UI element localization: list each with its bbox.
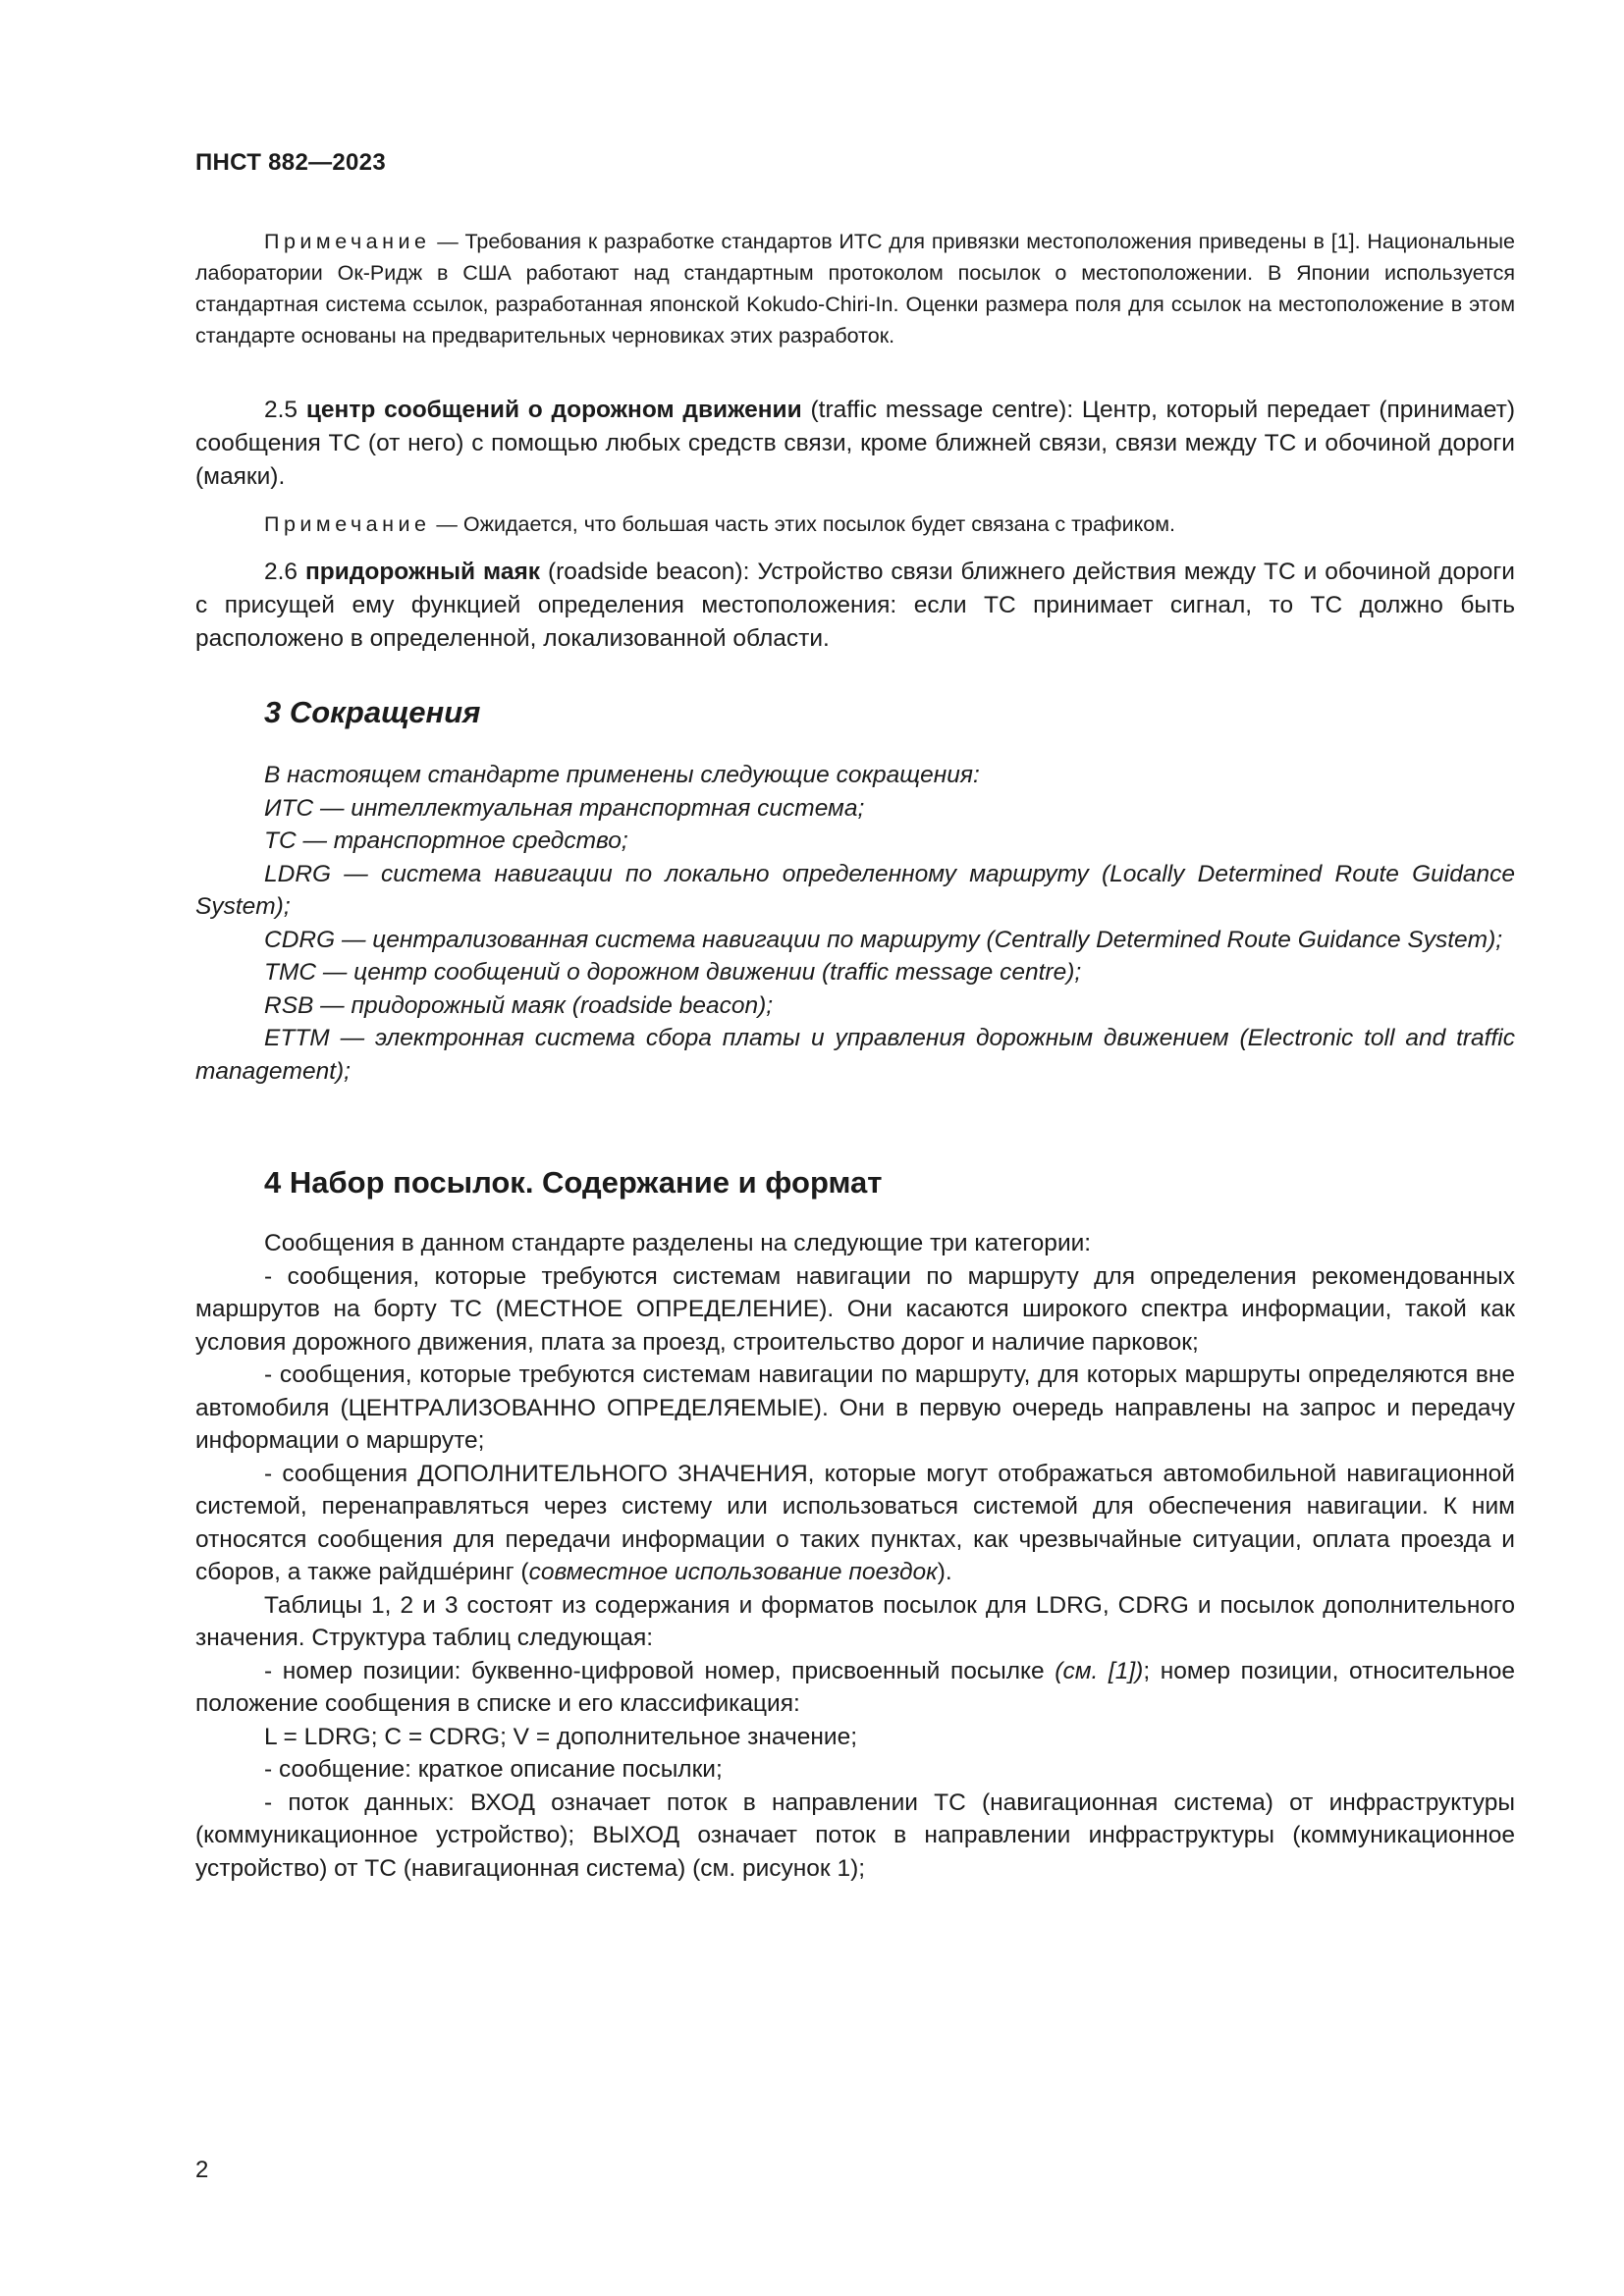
abbreviation-item: CDRG — централизованная система навигации по маршруту (Centrally Determined Route Guidance System); — [264, 926, 1503, 953]
term-2-5 — [195, 394, 1515, 494]
abbreviations-intro: В настоящем стандарте применены следующие сокращения: — [264, 762, 980, 788]
term-definition: (roadside beacon): Устройство связи ближнего действия между ТС и обочиной дороги с присущей ему функцией определения местоположения: если ТС принимает сигнал, то ТС должно быть расположено в определенной, локализованной области. — [195, 559, 1515, 652]
list-item: - сообщения, которые требуются системам навигации по маршруту для определения рекомендованных маршрутов на борту ТС (МЕСТНОЕ ОПРЕДЕЛЕНИЕ). Они касаются широкого спектра информации, такой как условия дорожного движения, плата за проезд, строительство дорог и наличие парковок; — [195, 1262, 1515, 1356]
note-text: — Ожидается, что большая часть этих посылок будет связана с трафиком. — [430, 512, 1175, 536]
list-item — [195, 1458, 1515, 1589]
section-4-body — [195, 1227, 1515, 1885]
note-2 — [195, 508, 1515, 540]
paragraph: Сообщения в данном стандарте разделены на следующие три категории: — [264, 1230, 1092, 1256]
section-3-heading: 3 Сокращения — [264, 695, 481, 729]
list-item: - сообщение: краткое описание посылки; — [264, 1756, 723, 1783]
term-name: придорожный маяк — [305, 559, 541, 585]
abbreviation-item: LDRG — система навигации по локально определенному маршруту (Locally Determined Route Guidance System); — [195, 860, 1515, 920]
reference-italic: (см. [1]) — [1055, 1657, 1144, 1684]
page-number: 2 — [195, 2157, 209, 2183]
abbreviation-item: ТС — транспортное средство; — [264, 828, 628, 854]
document-code: ПНСТ 882—2023 — [195, 149, 386, 176]
term-definition: (traffic message centre): Центр, который передает (принимает) сообщения ТС (от него) с помощью любых средств связи, кроме ближней связи, связи между ТС и обочиной дороги (маяки). — [195, 397, 1515, 490]
abbreviations-list — [195, 759, 1515, 1088]
list-item — [195, 1655, 1515, 1721]
term-number: 2.6 — [264, 559, 305, 585]
abbreviation-item: RSB — придорожный маяк (roadside beacon); — [264, 991, 774, 1019]
list-item: - сообщения, которые требуются системам навигации по маршруту, для которых маршруты определяются вне автомобиля (ЦЕНТРАЛИЗОВАННО ОПРЕДЕЛЯЕМЫЕ). Они в первую очередь направлены на запрос и передачу информации о маршруте; — [195, 1362, 1515, 1454]
note-label: Примечание — [264, 230, 431, 253]
paragraph: L = LDRG; C = CDRG; V = дополнительное значение; — [264, 1723, 858, 1750]
paragraph: Таблицы 1, 2 и 3 состоят из содержания и форматов посылок для LDRG, CDRG и посылок дополнительного значения. Структура таблиц следующая: — [195, 1591, 1515, 1651]
note-1 — [195, 226, 1515, 351]
list-item-italic: совместное использование поездок — [528, 1559, 938, 1585]
abbreviation-item: TMC — центр сообщений о дорожном движении (traffic message centre); — [264, 959, 1082, 986]
abbreviation-item: ИТС — интеллектуальная транспортная система; — [264, 794, 865, 822]
list-item: - поток данных: ВХОД означает поток в направлении ТС (навигационная система) от инфраструктуры (коммуникационное устройство); ВЫХОД означает поток в направлении инфраструктуры (коммуникационное устройство) от ТС (навигационная система) (см. рисунок 1); — [195, 1789, 1515, 1882]
abbreviation-item: ETTM — электронная система сбора платы и управления дорожным движением (Electronic toll and traffic management); — [195, 1025, 1515, 1085]
list-item-text: - сообщения ДОПОЛНИТЕЛЬНОГО ЗНАЧЕНИЯ, которые могут отображаться автомобильной навигационной системой, перенаправляться через систему или использоваться системой для обеспечения навигации. К ним относятся сообщения для передачи информации о таких пунктах, как чрезвычайные ситуации, оплата проезда и сборов, а также райдше́ринг ( — [195, 1460, 1515, 1585]
list-item-text: - номер позиции: буквенно-цифровой номер, присвоенный посылке — [264, 1657, 1056, 1684]
note-text: — Требования к разработке стандартов ИТС для привязки местоположения приведены в [1]. Национальные лаборатории Ок-Ридж в США работают над стандартным протоколом посылок о местоположении. В Японии используется стандартная система ссылок, разработанная японской Kokudo-Chiri-In. Оценки размера поля для ссылок на местоположение в этом стандарте основаны на предварительных черновиках этих разработок. — [195, 230, 1515, 347]
list-item-end: ; номер позиции, относительное положение сообщения в списке и его классификация: — [195, 1657, 1516, 1717]
term-2-6 — [195, 556, 1515, 656]
note-label: Примечание — [264, 512, 431, 536]
term-number: 2.5 — [264, 397, 306, 423]
term-name: центр сообщений о дорожном движении — [305, 397, 802, 423]
list-item-end: ). — [937, 1559, 952, 1585]
section-4-heading: 4 Набор посылок. Содержание и формат — [264, 1165, 883, 1200]
